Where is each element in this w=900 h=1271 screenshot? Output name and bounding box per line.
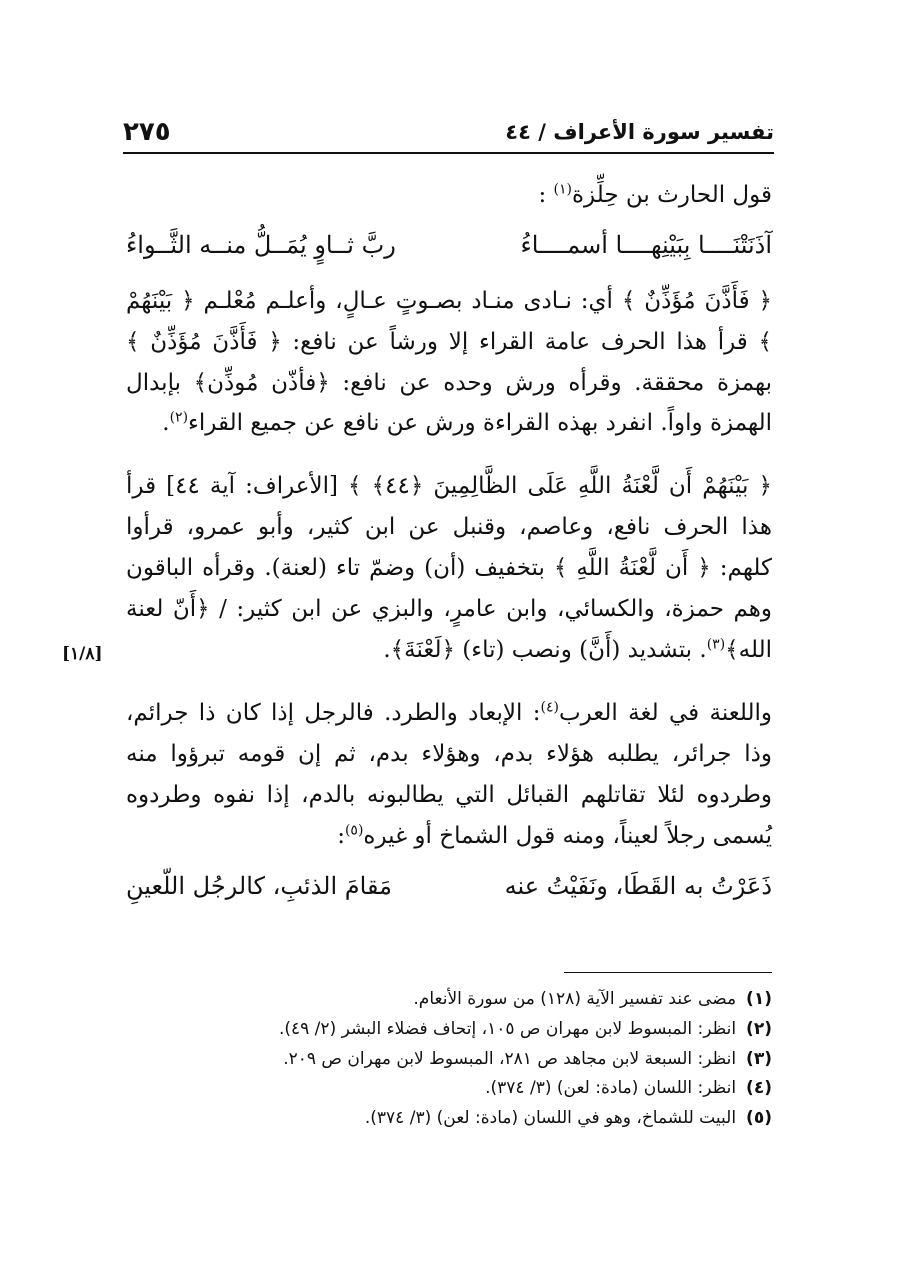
footnote-ref-1: (١) — [553, 181, 572, 198]
footnote-separator — [564, 972, 772, 973]
main-text — [126, 175, 772, 922]
paragraph-1 — [126, 281, 772, 445]
intro-text: قول الحارث بن حِلِّزة — [571, 182, 772, 208]
running-header — [123, 112, 774, 154]
footnotes — [150, 985, 772, 1134]
verse-1-second-hemistich: ربَّ ثــاوٍ يُمَــلُّ منــه الثَّــواءُ — [126, 230, 396, 259]
footnote-3-number: (٣) — [746, 1048, 772, 1069]
intro-line — [126, 175, 772, 216]
footnote-1-number: (١) — [746, 989, 772, 1009]
footnote-1 — [150, 985, 772, 1015]
footnote-ref-2: (٢) — [169, 409, 189, 426]
poem-verse-1 — [126, 224, 772, 267]
footnote-1-text: مضى عند تفسير الآية (١٢٨) من سورة الأنعام. — [413, 989, 737, 1009]
verse-2-first-hemistich: ذَعَرْتُ به القَطَا، ونَفَيْتُ عنه — [504, 871, 772, 900]
paragraph-2-text: ﴿ بَيْنَهُمْ أَن لَّعْنَةُ اللَّهِ عَلَى الظَّالِمِينَ ﴿٤٤﴾ ﴾ [الأعراف: آية ٤٤] قرأ هذا الحرف نافع، وعاصم، وقنبل عن ابن كثير، وأبو عمرو، قرأوا كلهم: ﴿ أَن لَّعْنَةُ اللَّهِ ﴾ بتخفيف (أن) وضمّ تاء (لعنة). وقرأه الباقون وهم حمزة، والكسائي، وابن عامرٍ، والبزي عن ابن كثير: / ﴿أَنّ لعنة الله﴾ — [126, 473, 772, 664]
footnote-ref-3: (٣) — [706, 636, 726, 653]
intro-end: : — [538, 182, 554, 208]
footnote-3-text: انظر: السبعة لابن مجاهد ص ٢٨١، المبسوط لابن مهران ص ٢٠٩. — [283, 1048, 737, 1069]
footnote-4-text: انظر: اللسان (مادة: لعن) (٣/ ٣٧٤). — [485, 1078, 737, 1099]
footnote-2-text: انظر: المبسوط لابن مهران ص ١٠٥، إتحاف فضلاء البشر (٢/ ٤٩). — [278, 1018, 737, 1039]
footnote-3 — [150, 1045, 772, 1075]
footnote-2 — [150, 1015, 772, 1045]
footnote-5 — [150, 1104, 772, 1134]
paragraph-3 — [126, 693, 772, 857]
footnote-5-number: (٥) — [746, 1108, 772, 1128]
verse-1-first-hemistich: آذَنَتْنَــــا بِبَيْنِهــــا أسمــــاءُ — [520, 230, 772, 259]
poem-verse-2 — [126, 865, 772, 908]
paragraph-1-end: . — [162, 410, 170, 437]
paragraph-2-end: . بتشديد (أَنَّ) ونصب (تاء) ﴿لَعْنَةَ﴾. — [383, 637, 707, 664]
paragraph-1-text: ﴿ فَأَذَّنَ مُؤَذِّنٌ ﴾ أي: نـادى منـاد بصـوتٍ عـالٍ، وأعلـم مُعْلـم ﴿ بَيْنَهُمْ ﴾ قرأ هذا الحرف عامة القراء إلا ورشاً عن نافع: ﴿ فَأَذَّنَ مُؤَذِّنٌ ﴾ بهمزة محققة. وقرأه ورش وحده عن نافع: ﴿فأذّن مُوذِّن﴾ بإبدال الهمزة واواً. انفرد بهذه القراءة ورش عن نافع عن جميع القراء — [126, 287, 772, 437]
verse-2-second-hemistich: مَقامَ الذئبِ، كالرجُل اللّعينِ — [126, 871, 392, 900]
paragraph-2 — [126, 466, 772, 671]
paragraph-3-rest: : الإبعاد والطرد. فالرجل إذا كان ذا جرائم، وذا جرائر، يطلبه هؤلاء بدم، وهؤلاء بدم، ثم إن قومه تبرؤوا منه وطردوه لئلا تقاتلهم القبائل التي يطالبونه بالدم، إذا نفوه وطردوه يُسمى رجلاً لعيناً، ومنه قول الشماخ أو غيره — [126, 700, 773, 849]
footnote-4 — [150, 1074, 772, 1104]
footnote-5-text: البيت للشماخ، وهو في اللسان (مادة: لعن) (٣/ ٣٧٤). — [364, 1108, 737, 1128]
paragraph-3-text: واللعنة في لغة العرب — [558, 700, 772, 727]
footnote-2-number: (٢) — [746, 1018, 772, 1039]
paragraph-3-end: : — [337, 822, 345, 849]
footnote-ref-5: (٥) — [344, 822, 364, 839]
running-title: تفسير سورة الأعراف / ٤٤ — [505, 120, 774, 144]
footnote-ref-4: (٤) — [540, 699, 559, 716]
footnote-4-number: (٤) — [746, 1078, 772, 1099]
margin-marker: [١/٨] — [62, 644, 103, 664]
page-number: ٢٧٥ — [123, 117, 171, 147]
